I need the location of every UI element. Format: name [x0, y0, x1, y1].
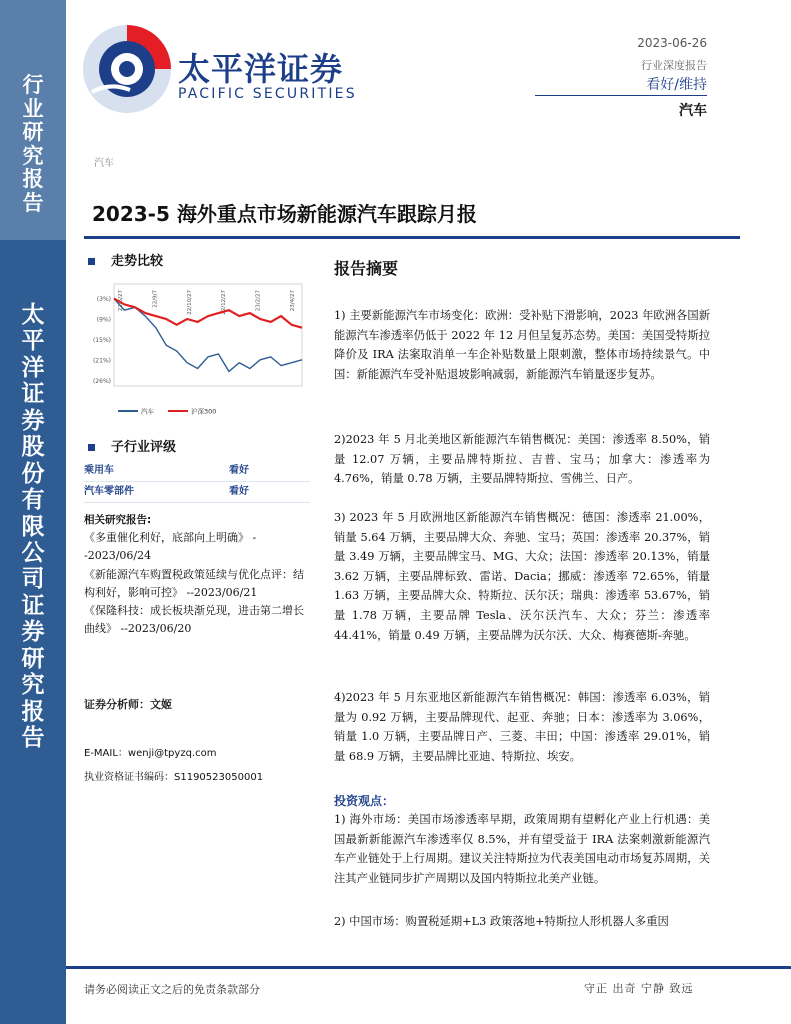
report-title: 2023-5 海外重点市场新能源汽车跟踪月报	[92, 202, 477, 226]
legend-label: 沪深300	[191, 407, 217, 416]
y-tick-label: (9%)	[96, 316, 111, 324]
related-heading: 相关研究报告:	[84, 514, 152, 526]
related-reports	[84, 512, 306, 638]
summary-heading: 报告摘要	[334, 259, 399, 278]
related-report-item[interactable]: 《保隆科技：成长板块渐兑现，进击第二增长曲线》 --2023/06/20	[84, 603, 304, 636]
related-report-item[interactable]: 《新能源汽车购置税政策延续与优化点评：结构利好，影响可控》 --2023/06/21	[84, 567, 304, 599]
investment-view-2: 2) 中国市场：购置税延期+L3 政策落地+特斯拉人形机器人多重因	[334, 915, 669, 928]
summary-paragraph-4: 4)2023 年 5 月东亚地区新能源汽车销售概况：韩国：渗透率 6.03%，销量为 0.92 万辆，主要品牌现代、起亚、奔驰；日本：渗透率为 3.06%，销量 1.0 万辆，主要品牌日产、三菱、丰田；中国：渗透率 29.01%，销量 68.9 万辆，主要品牌比亚迪、特斯拉、埃安。	[334, 691, 710, 763]
footer-disclaimer: 请务必阅读正文之后的免责条款部分	[84, 983, 260, 996]
industry-heading: 子行业评级	[111, 440, 177, 455]
breadcrumb: 汽车	[94, 158, 114, 169]
series-line	[114, 299, 302, 372]
summary-paragraph-3: 3) 2023 年 5 月欧洲地区新能源汽车销售概况：德国：渗透率 21.00%，销量 5.64 万辆，主要品牌大众、奔驰、宝马；英国：渗透率 20.37%，销量 3.49 万辆，主要品牌宝马、MG、大众；法国：渗透率 20.13%，销量 3.62 万辆，主要品牌标致、雷诺、Dacia；挪威：渗透率 72.65%，销量 1.63 万辆，主要品牌大众、特斯拉、沃尔沃；瑞典：渗透率 53.67%，销量 1.78 万辆，主要品牌 Tesla、沃尔沃汽车、大众；芬兰：渗透率 44.41%，销量 0.49 万辆，主要品牌为沃尔沃、大众、梅赛德斯-奔驰。	[334, 511, 710, 642]
trend-heading: 走势比较	[111, 254, 164, 269]
y-tick-label: (15%)	[92, 337, 111, 344]
left-sidebar	[0, 0, 66, 1024]
logo-chinese-name: 太平洋证券	[178, 50, 344, 88]
analyst-license: 执业资格证书编码：S1190523050001	[84, 772, 264, 783]
related-report-item[interactable]: 《多重催化利好，底部向上明确》 --2023/06/24	[84, 531, 257, 563]
report-date: 2023-06-26	[637, 36, 707, 50]
industry-rating: 看好	[229, 465, 249, 476]
industry-name: 汽车零部件	[84, 486, 134, 497]
summary-paragraph-2: 2)2023 年 5 月北美地区新能源汽车销售概况：美国：渗透率 8.50%，销量 12.07 万辆，主要品牌特斯拉、吉普、宝马；加拿大：渗透率为 4.76%，销量 0.78 万辆，主要品牌特斯拉、雪佛兰、日产。	[334, 433, 710, 486]
industry-rating: 看好/维持	[646, 77, 707, 93]
industry-row	[84, 461, 310, 482]
x-tick-label: 23/2/27	[255, 290, 262, 312]
pacific-securities-logo	[80, 22, 174, 116]
industry-section	[84, 436, 310, 503]
report-type: 行业深度报告	[641, 59, 707, 72]
header-divider	[535, 95, 707, 96]
investment-view-1: 1) 海外市场：美国市场渗透率早期，政策周期有望孵化产业上行机遇：美国最新新能源汽车渗透率仅 8.5%，并有望受益于 IRA 法案刺激新能源汽车产业链处于上行周期。建议关注特斯拉为代表美国电动市场复苏周期，关注其产业链同步扩产周期以及国内特斯拉北美产业链。	[334, 813, 710, 885]
plot-frame	[114, 284, 302, 386]
logo-english-name: PACIFIC SECURITIES	[178, 86, 357, 102]
investment-view-heading: 投资观点：	[334, 794, 395, 808]
industry-name: 乘用车	[84, 465, 114, 476]
summary-paragraph-1: 1) 主要新能源汽车市场变化：欧洲：受补贴下滑影响，2023 年欧洲各国新能源汽车渗透率仍低于 2022 年 12 月但呈复苏态势。美国：美国受特斯拉降价及 IRA 法案取消单一车企补贴数量上限刺激，整体市场持续景气。中国：新能源汽车受补贴退坡影响减弱，新能源汽车销量逐步复苏。	[334, 309, 710, 381]
x-tick-label: 23/4/27	[290, 290, 296, 312]
analyst-email[interactable]: E-MAIL：wenji@tpyzq.com	[84, 748, 217, 759]
y-tick-label: (26%)	[92, 378, 111, 385]
x-tick-label: 22/9/7	[152, 290, 159, 308]
analyst-name: 证券分析师：文姬	[84, 698, 172, 711]
title-rule	[84, 236, 740, 239]
sector-label: 汽车	[679, 103, 707, 119]
footer-rule	[66, 966, 791, 969]
industry-row	[84, 482, 310, 503]
trend-chart	[84, 274, 310, 424]
industry-rating: 看好	[229, 486, 249, 497]
firm-name-vertical: 太 平 洋 证 券 股 份 有 限 公 司 证 券 研 究 报 告	[21, 302, 45, 751]
trend-section-heading	[84, 250, 310, 269]
x-tick-label: 22/12/27	[221, 290, 228, 315]
y-tick-label: (21%)	[92, 357, 111, 365]
x-tick-label: 22/6/27	[118, 290, 124, 312]
report-category-vertical: 行 业 研 究 报 告	[22, 73, 44, 215]
footer-motto: 守正 出奇 宁静 致远	[584, 982, 694, 995]
legend-label: 汽车	[141, 407, 154, 416]
y-tick-label: (3%)	[96, 296, 111, 303]
x-tick-label: 22/10/27	[186, 290, 193, 315]
bullet-square-icon	[88, 258, 95, 265]
bullet-square-icon	[88, 444, 95, 451]
